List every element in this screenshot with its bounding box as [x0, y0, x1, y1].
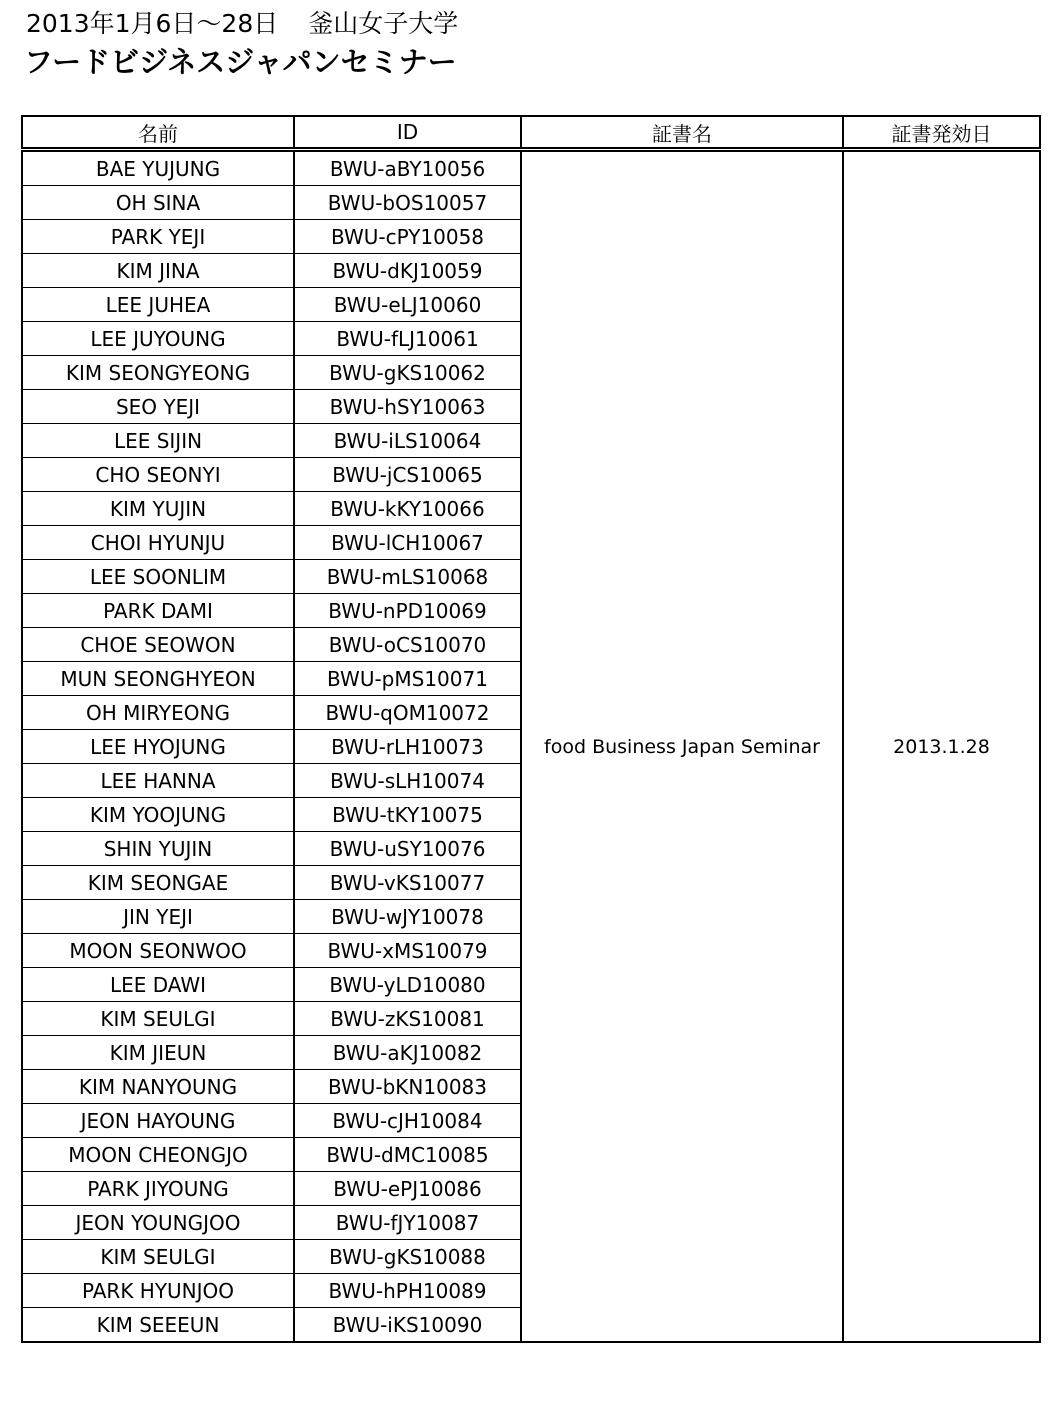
- cell-name: PARK JIYOUNG: [22, 1172, 294, 1206]
- cell-name: MUN SEONGHYEON: [22, 662, 294, 696]
- cell-name: BAE YUJUNG: [22, 150, 294, 186]
- cell-name: KIM NANYOUNG: [22, 1070, 294, 1104]
- cell-name: CHO SEONYI: [22, 458, 294, 492]
- cell-id: BWU-ePJ10086: [294, 1172, 521, 1206]
- cell-certificate-name: food Business Japan Seminar: [521, 150, 843, 1343]
- cell-name: LEE DAWI: [22, 968, 294, 1002]
- cell-id: BWU-pMS10071: [294, 662, 521, 696]
- cell-id: BWU-gKS10062: [294, 356, 521, 390]
- cell-name: CHOI HYUNJU: [22, 526, 294, 560]
- cell-name: LEE HYOJUNG: [22, 730, 294, 764]
- cell-id: BWU-oCS10070: [294, 628, 521, 662]
- table-header-row: [22, 116, 1040, 150]
- cell-name: KIM SEULGI: [22, 1002, 294, 1036]
- cell-name: JEON YOUNGJOO: [22, 1206, 294, 1240]
- seminar-title: フードビジネスジャパンセミナー: [24, 45, 457, 79]
- certificate-roster-table: [21, 115, 1041, 1343]
- cell-name: PARK HYUNJOO: [22, 1274, 294, 1308]
- cell-id: BWU-uSY10076: [294, 832, 521, 866]
- cell-id: BWU-jCS10065: [294, 458, 521, 492]
- cell-name: LEE JUYOUNG: [22, 322, 294, 356]
- cell-id: BWU-zKS10081: [294, 1002, 521, 1036]
- cell-id: BWU-mLS10068: [294, 560, 521, 594]
- cell-name: KIM YOOJUNG: [22, 798, 294, 832]
- cell-name: JEON HAYOUNG: [22, 1104, 294, 1138]
- cell-id: BWU-iLS10064: [294, 424, 521, 458]
- cell-name: SHIN YUJIN: [22, 832, 294, 866]
- cell-id: BWU-iKS10090: [294, 1308, 521, 1343]
- cell-id: BWU-fLJ10061: [294, 322, 521, 356]
- cell-id: BWU-kKY10066: [294, 492, 521, 526]
- school-name: 釜山女子大学: [308, 9, 459, 38]
- cell-name: LEE HANNA: [22, 764, 294, 798]
- cell-id: BWU-aBY10056: [294, 150, 521, 186]
- cell-name: KIM SEONGAE: [22, 866, 294, 900]
- cell-id: BWU-gKS10088: [294, 1240, 521, 1274]
- document-header-date-school: [26, 8, 458, 40]
- cell-id: BWU-xMS10079: [294, 934, 521, 968]
- cell-id: BWU-dMC10085: [294, 1138, 521, 1172]
- column-header-id: ID: [294, 116, 521, 150]
- cell-name: LEE SOONLIM: [22, 560, 294, 594]
- cell-id: BWU-cJH10084: [294, 1104, 521, 1138]
- cell-name: SEO YEJI: [22, 390, 294, 424]
- cell-id: BWU-wJY10078: [294, 900, 521, 934]
- cell-name: PARK DAMI: [22, 594, 294, 628]
- cell-name: KIM JIEUN: [22, 1036, 294, 1070]
- cell-name: PARK YEJI: [22, 220, 294, 254]
- cell-name: KIM JINA: [22, 254, 294, 288]
- cell-name: OH MIRYEONG: [22, 696, 294, 730]
- cell-name: JIN YEJI: [22, 900, 294, 934]
- cell-name: MOON SEONWOO: [22, 934, 294, 968]
- cell-id: BWU-fJY10087: [294, 1206, 521, 1240]
- column-header-issue-date: 証書発効日: [843, 116, 1040, 150]
- cell-name: LEE SIJIN: [22, 424, 294, 458]
- cell-id: BWU-nPD10069: [294, 594, 521, 628]
- cell-id: BWU-yLD10080: [294, 968, 521, 1002]
- cell-name: KIM SEONGYEONG: [22, 356, 294, 390]
- cell-id: BWU-bKN10083: [294, 1070, 521, 1104]
- date-range: 2013年1月6日～28日: [26, 9, 279, 38]
- cell-name: KIM YUJIN: [22, 492, 294, 526]
- cell-id: BWU-bOS10057: [294, 186, 521, 220]
- cell-name: MOON CHEONGJO: [22, 1138, 294, 1172]
- cell-id: BWU-vKS10077: [294, 866, 521, 900]
- cell-name: KIM SEULGI: [22, 1240, 294, 1274]
- cell-id: BWU-hPH10089: [294, 1274, 521, 1308]
- cell-issue-date: 2013.1.28: [843, 150, 1040, 1343]
- cell-id: BWU-eLJ10060: [294, 288, 521, 322]
- cell-id: BWU-dKJ10059: [294, 254, 521, 288]
- cell-id: BWU-hSY10063: [294, 390, 521, 424]
- cell-name: KIM SEEEUN: [22, 1308, 294, 1343]
- cell-id: BWU-tKY10075: [294, 798, 521, 832]
- table-body: [22, 150, 1040, 1343]
- column-header-certificate-name: 証書名: [521, 116, 843, 150]
- cell-name: CHOE SEOWON: [22, 628, 294, 662]
- column-header-name: 名前: [22, 116, 294, 150]
- table-row: [22, 150, 1040, 186]
- cell-id: BWU-qOM10072: [294, 696, 521, 730]
- cell-id: BWU-lCH10067: [294, 526, 521, 560]
- cell-id: BWU-rLH10073: [294, 730, 521, 764]
- cell-id: BWU-sLH10074: [294, 764, 521, 798]
- cell-name: OH SINA: [22, 186, 294, 220]
- cell-name: LEE JUHEA: [22, 288, 294, 322]
- cell-id: BWU-cPY10058: [294, 220, 521, 254]
- cell-id: BWU-aKJ10082: [294, 1036, 521, 1070]
